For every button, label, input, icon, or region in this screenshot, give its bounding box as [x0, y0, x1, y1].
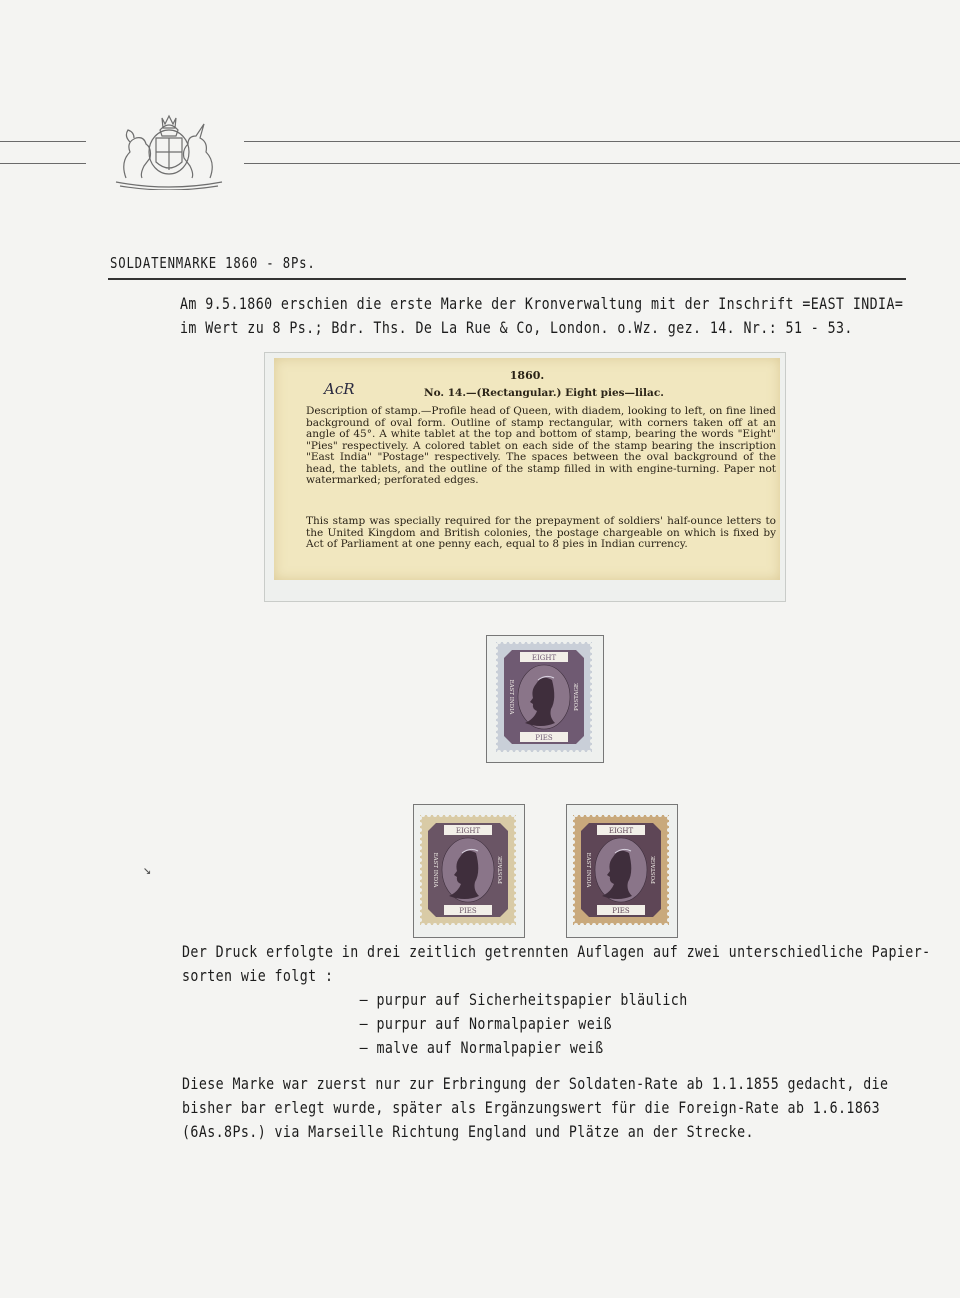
usage-line: Diese Marke war zuerst nur zur Erbringung der Soldaten-Rate ab 1.1.1855 gedacht, die — [182, 1074, 889, 1093]
clipping-description: Description of stamp.—Profile head of Queen, with diadem, looking to left, on fine lined background of oval form. Outline of stamp rectangular, with corners taken off at an angle of 45°. A white tablet at the top and bottom of stamp, bearing the words "Eight" "Pies" respectively. A colored tablet on each side of the stamp bearing the inscription "East India" "Postage" respectively. The spaces between the oval background of the head, the tablets, and the outline of the stamp filled in with engine-turning. Paper not watermarked; perforated edges. — [306, 405, 776, 486]
variety-item: – purpur auf Normalpapier weiß — [359, 1014, 612, 1033]
usage-line: (6As.8Ps.) via Marseille Richtung England und Plätze an der Strecke. — [182, 1122, 754, 1141]
intro-text — [180, 292, 910, 340]
header-rule-left-bottom — [0, 163, 86, 164]
header-rule-right-bottom — [244, 163, 960, 164]
printing-line: sorten wie folgt : — [182, 966, 334, 985]
right-inscription: POSTAGE — [574, 683, 580, 711]
bottom-inscription: PIES — [535, 734, 553, 742]
stamp-eight-pies — [420, 814, 516, 926]
variety-item: – purpur auf Sicherheitspapier bläulich — [359, 990, 688, 1009]
bottom-inscription: PIES — [612, 907, 630, 915]
printing-notes — [182, 940, 931, 1144]
stamp-eight-pies — [496, 642, 592, 752]
usage-line: bisher bar erlegt wurde, später als Ergänzungswert für die Foreign-Rate ab 1.6.1863 — [182, 1098, 881, 1117]
clipping-year: 1860. — [509, 369, 545, 382]
header-rule-right-top — [244, 141, 960, 142]
right-inscription: POSTAGE — [498, 856, 504, 884]
left-inscription: EAST INDIA — [432, 852, 438, 888]
left-inscription: EAST INDIA — [585, 852, 591, 888]
printing-line: Der Druck erfolgte in drei zeitlich getrennten Auflagen auf zwei unterschiedliche Papier- — [182, 942, 931, 961]
top-inscription: EIGHT — [455, 827, 481, 835]
page-title: SOLDATENMARKE 1860 - 8Ps. — [110, 254, 316, 272]
right-inscription: POSTAGE — [651, 856, 657, 884]
catalogue-clipping — [274, 358, 780, 580]
intro-line: Am 9.5.1860 erschien die erste Marke der Kronverwaltung mit der Inschrift =EAST INDIA= — [180, 294, 904, 313]
header-rule-left-top — [0, 141, 86, 142]
variety-item: – malve auf Normalpapier weiß — [359, 1038, 604, 1057]
clipping-signature: AcR — [324, 380, 355, 398]
clipping-note: This stamp was specially required for the prepayment of soldiers' half-ounce letters to the United Kingdom and British colonies, the postage chargeable on which is fixed by Act of Parliament at one penny each, equal to 8 pies in Indian currency. — [306, 515, 776, 550]
stamp-eight-pies — [573, 814, 669, 926]
left-inscription: EAST INDIA — [508, 679, 514, 715]
clipping-heading: No. 14.—(Rectangular.) Eight pies—lilac. — [424, 387, 664, 399]
title-underline — [108, 278, 906, 280]
top-inscription: EIGHT — [608, 827, 634, 835]
bottom-inscription: PIES — [459, 907, 477, 915]
top-inscription: EIGHT — [531, 654, 557, 662]
intro-line: im Wert zu 8 Ps.; Bdr. Ths. De La Rue & Co, London. o.Wz. gez. 14. Nr.: 51 - 53. — [180, 318, 853, 337]
royal-coat-of-arms-icon — [106, 108, 232, 190]
stray-pencil-mark: ↘ — [143, 862, 152, 878]
